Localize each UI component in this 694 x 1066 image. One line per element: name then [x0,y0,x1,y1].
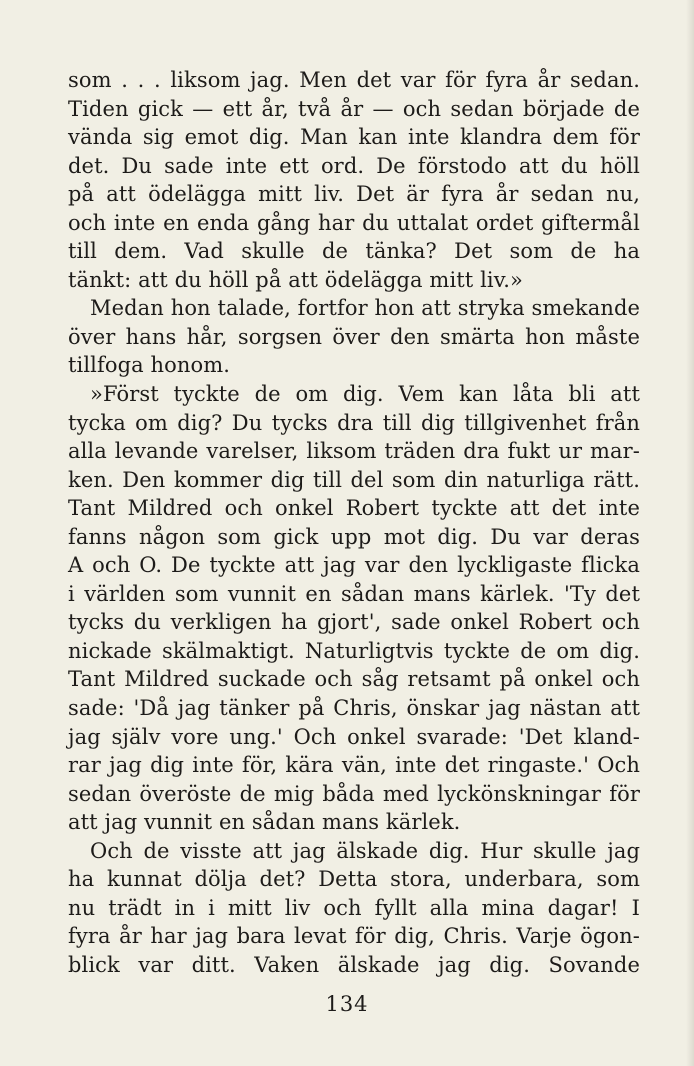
text-line: på att ödelägga mitt liv. Det är fyra år sedan nu, [68,182,640,207]
text-line: sedan överöste de mig båda med lyckönskningar för [68,781,640,806]
text-line: ken. Den kommer dig till del som din naturliga rätt. [68,467,640,492]
body-text [68,66,640,980]
text-line: till dem. Vad skulle de tänka? Det som de ha [68,239,640,264]
text-line: Tiden gick — ett år, två år — och sedan började de [68,96,640,121]
text-line: Tant Mildred suckade och såg retsamt på onkel och [68,667,640,692]
text-line: i världen som vunnit en sådan mans kärlek. 'Ty det [68,581,640,606]
text-line: A och O. De tyckte att jag var den lyckligaste flicka [68,553,640,578]
text-line: tycks du verkligen ha gjort', sade onkel Robert och [68,610,640,635]
text-line: rar jag dig inte för, kära vän, inte det ringaste.' Och [68,753,640,778]
text-line: som . . . liksom jag. Men det var för fyra år sedan. [68,68,640,92]
text-line: och inte en enda gång har du uttalat ordet giftermål [68,210,640,235]
text-line: över hans hår, sorgsen över den smärta hon måste [68,324,640,349]
text-line: att jag vunnit en sådan mans kärlek. [68,810,461,835]
text-line: nu trädt in i mitt liv och fyllt alla mina dagar! I [68,895,640,920]
text-line: fyra år har jag bara levat för dig, Chris. Varje ögon- [68,924,640,949]
text-line: sade: 'Då jag tänker på Chris, önskar jag nästan att [68,696,640,721]
text-line: Medan hon talade, fortfor hon att stryka smekande [90,296,641,321]
text-line: alla levande varelser, liksom träden dra fukt ur mar- [68,439,640,464]
text-line: fanns någon som gick upp mot dig. Du var deras [68,524,640,549]
text-line: jag själv vore ung.' Och onkel svarade: 'Det kland- [68,724,640,749]
page-edge-shadow [686,0,694,1066]
text-line: blick var ditt. Vaken älskade jag dig. Sovande [68,952,640,977]
text-line: tillfoga honom. [68,353,231,378]
text-line: vända sig emot dig. Man kan inte klandra dem för [68,125,640,150]
text-line: nickade skälmaktigt. Naturligtvis tyckte de om dig. [68,638,640,663]
text-line: Tant Mildred och onkel Robert tyckte att det inte [68,496,640,521]
text-line: »Först tyckte de om dig. Vem kan låta bli att [90,382,640,407]
text-line: ha kunnat dölja det? Detta stora, underbara, som [68,867,640,892]
text-line: tänkt: att du höll på att ödelägga mitt liv.» [68,267,523,292]
text-line: Och de visste att jag älskade dig. Hur skulle jag [90,838,640,863]
text-line: det. Du sade inte ett ord. De förstodo att du höll [68,153,640,178]
page-number: 134 [325,992,369,1016]
text-line: tycka om dig? Du tycks dra till dig tillgivenhet från [68,410,640,435]
